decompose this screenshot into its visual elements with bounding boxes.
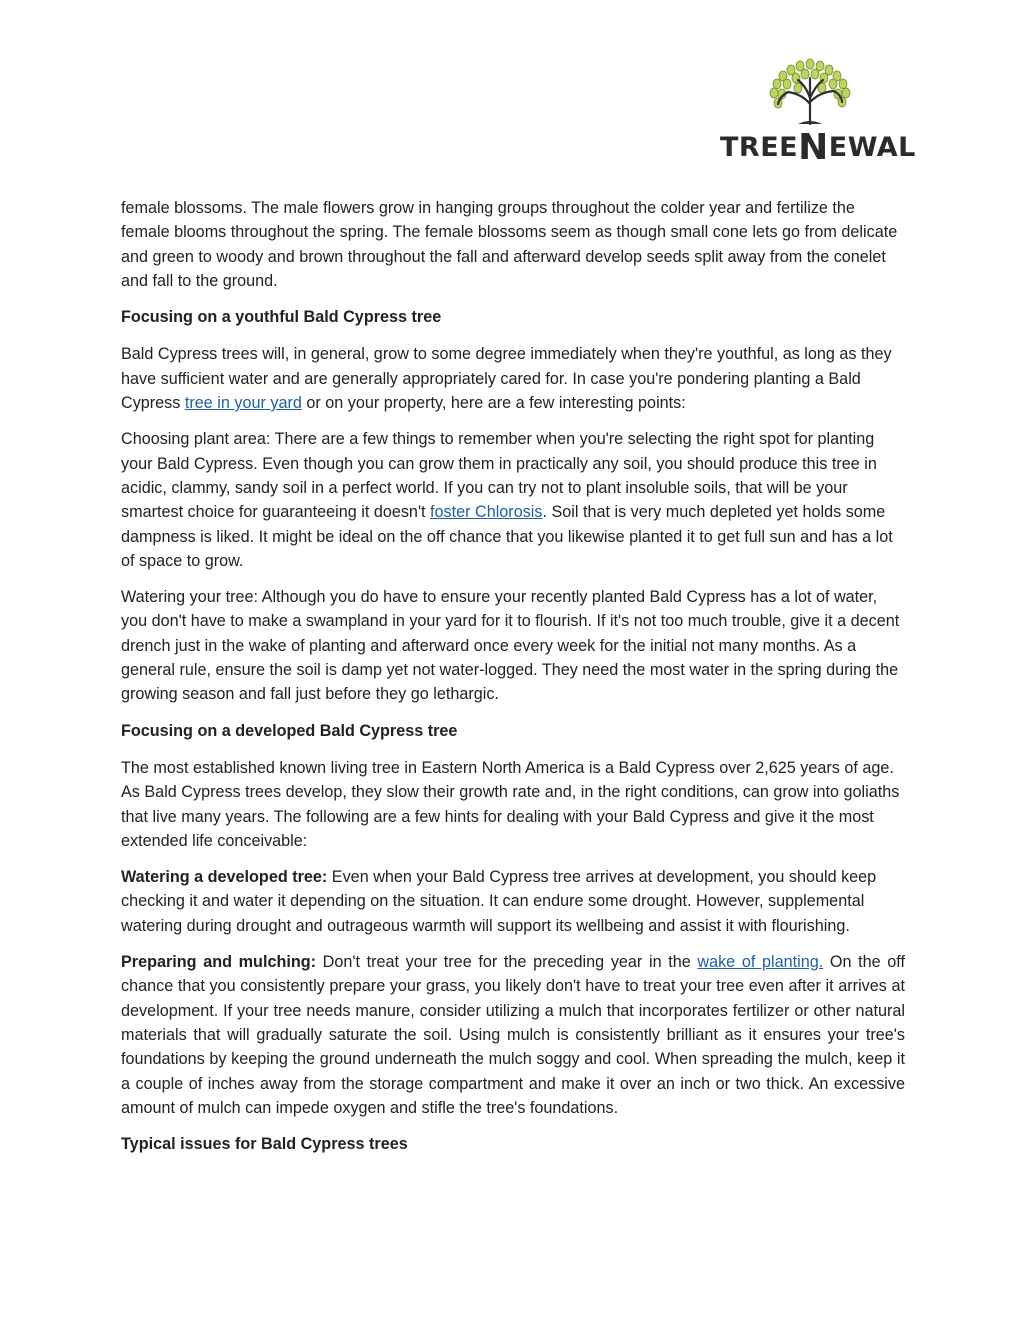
paragraph-established-tree: The most established known living tree in Eastern North America is a Bald Cypress over 2,625 years of age. As Bald Cypress trees develop, they slow their growth rate and, in the right conditions, can grow into goliaths that live many years. The following are a few hints for dealing with your Bald Cypress and give it the most extended life conceivable:: [121, 758, 900, 850]
wordmark-ewal: EWAL: [828, 132, 916, 163]
heading-typical-issues: Typical issues for Bald Cypress trees: [121, 1135, 408, 1154]
label-watering-developed: Watering a developed tree:: [121, 868, 328, 887]
heading-youthful-tree: Focusing on a youthful Bald Cypress tree: [121, 308, 442, 327]
text-span: Bald Cypress trees will, in general, grow to some degree immediately when they're youthful, as long as they have sufficient water and are generally appropriately cared for. In case you're pondering planting a Bald Cypress: [121, 345, 892, 413]
heading-developed-tree: Focusing on a developed Bald Cypress tree: [121, 721, 458, 740]
paragraph-youthful-intro: [121, 342, 905, 415]
paragraph-watering-your-tree: Watering your tree: Although you do have to ensure your recently planted Bald Cypress has a lot of water, you don't have to make a swampland in your yard for it to flourish. If it's not too much trouble, give it a decent drench just in the wake of planting and afterward once every week for the initial not many months. As a general rule, ensure the soil is damp yet not water-logged. They need the most water in the spring during the growing season and fall just before they go lethargic.: [121, 588, 900, 704]
text-span: Even when your Bald Cypress tree arrives at development, you should keep checking it and water it depending on the situation. It can endure some drought. However, supplemental watering during drought and outrageous warmth will support its wellbeing and assist it with flourishing.: [121, 868, 877, 935]
text-span: Don't treat your tree for the preceding year in the: [316, 953, 698, 972]
tree-logo-icon: [758, 58, 862, 126]
text-span: or on your property, here are a few interesting points:: [301, 394, 686, 413]
link-wake-of-planting[interactable]: wake of planting.: [697, 953, 824, 972]
text-span: . Soil that is very much depleted yet holds some dampness is liked. It might be ideal on the off chance that you likewise planted it to get full sun and has a lot of space to grow.: [121, 503, 893, 570]
wordmark-n: N: [798, 127, 829, 168]
label-preparing-mulching: Preparing and mulching:: [121, 953, 316, 972]
article-body: [121, 196, 905, 1169]
treenewal-wordmark: [720, 127, 916, 168]
link-foster-chlorosis[interactable]: foster Chlorosis: [430, 503, 543, 522]
wordmark-tree: TREE: [720, 132, 799, 163]
text-span: On the off chance that you consistently prepare your grass, you likely don't have to treat your tree even after it arrives at development. If your tree needs manure, consider utilizing a mulch that incorporates fertilizer or other natural materials that will gradually saturate the soil. Using mulch is consistently brilliant as it ensures your tree's foundations by keeping the ground underneath the mulch soggy and cool. When spreading the mulch, keep it a couple of inches away from the storage compartment and make it over an inch or two thick. An excessive amount of mulch can impede oxygen and stifle the tree's foundations.: [121, 953, 905, 1117]
paragraph-choosing-plant-area: [121, 427, 905, 573]
treenewal-logo: [716, 58, 916, 170]
text-span: Choosing plant area: There are a few things to remember when you're selecting the right spot for planting your Bald Cypress. Even though you can grow them in practically any soil, you should produce this tree in acidic, clammy, sandy soil in a perfect world. If you can try not to plant insoluble soils, that will be your smartest choice for guaranteeing it doesn't: [121, 430, 877, 522]
paragraph-preparing-mulching: [121, 950, 905, 1120]
link-tree-in-your-yard[interactable]: tree in your yard: [184, 394, 302, 413]
paragraph-watering-developed: [121, 865, 905, 938]
paragraph-female-blossoms: female blossoms. The male flowers grow in hanging groups throughout the colder year and fertilize the female blooms throughout the spring. The female blossoms seem as though small cone lets go from delicate and green to woody and brown throughout the fall and afterward develop seeds split away from the conelet and fall to the ground.: [121, 199, 898, 290]
